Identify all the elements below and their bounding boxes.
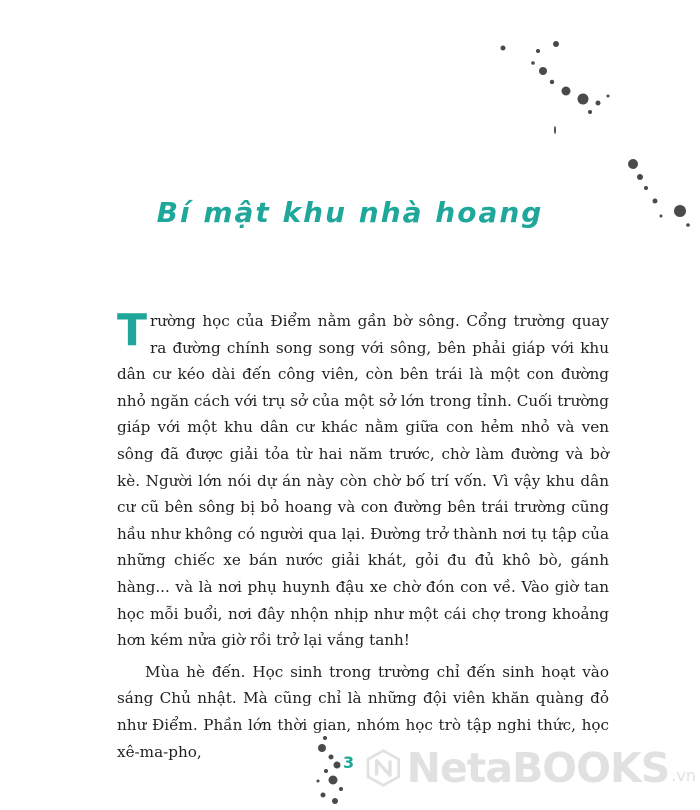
paragraph-1 <box>117 305 609 654</box>
watermark-brand: NetaBOOKS <box>406 744 670 792</box>
chapter-title: Bí mật khu nhà hoang <box>156 196 544 229</box>
drop-cap: T <box>117 305 148 356</box>
chapter-body <box>117 305 609 765</box>
watermark <box>366 736 696 800</box>
watermark-suffix: .vn <box>671 765 696 785</box>
neta-hexagon-icon <box>366 739 401 797</box>
page-number: 3 <box>343 753 355 772</box>
paragraph-1-text: rường học của Điểm nằm gần bờ sông. Cổng trường quay ra đường chính song song với sông, bên phải giáp với khu dân cư kéo dài đến công viên, còn bên trái là một con đường nhỏ ngăn cách với trụ sở của một sở lớn trong tỉnh. Cuối trường giáp với một khu dân cư khác nằm giữa con hẻm nhỏ và ven sông đã được giải tỏa từ hai năm trước, chờ làm đường và bờ kè. Người lớn nói dự án này còn chờ bố trí vốn. Vì vậy khu dân cư cũ bên sông bị bỏ hoang và con đường bên trái trường cũng hầu như không có người qua lại. Đường trở thành nơi tụ tập của những chiếc xe bán nước giải khát, gỏi đu đủ khô bò, gánh hàng... và là nơi phụ huynh đậu xe chờ đón con về. Vào giờ tan học mỗi buổi, nơi đây nhộn nhịp như một cái chợ trong khoảng hơn kém nửa giờ rồi trở lại vắng tanh! <box>117 312 609 650</box>
paragraph-2: Mùa hè đến. Học sinh trong trường chỉ đến sinh hoạt vào sáng Chủ nhật. Mà cũng chỉ là những đội viên khăn quàng đỏ như Điểm. Phần lớn thời gian, nhóm học trò tập nghi thức, học xê-ma-pho, <box>117 662 609 761</box>
